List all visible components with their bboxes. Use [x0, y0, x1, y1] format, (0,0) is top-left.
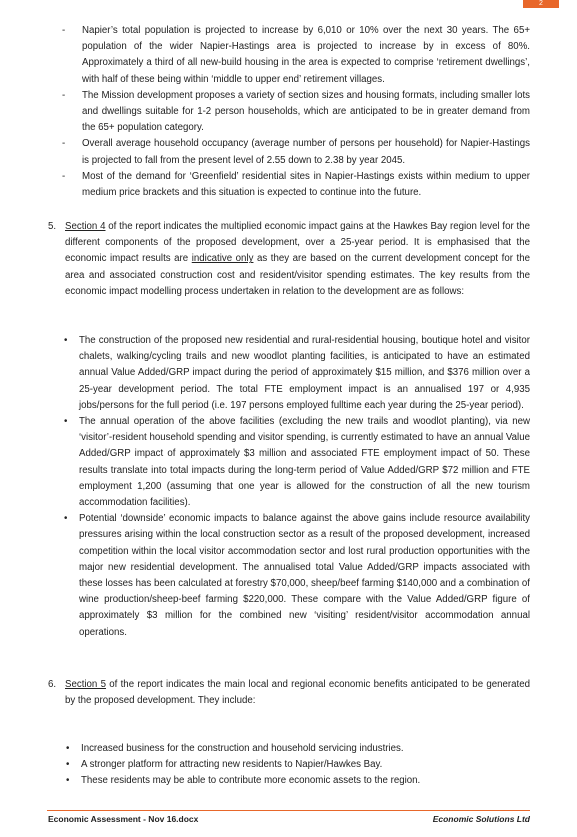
bullet-icon: • — [64, 335, 68, 346]
section-5-link[interactable]: Section 5 — [65, 679, 106, 690]
dash-item: - Napier’s total population is projected to increase by 6,010 or 10% over the next 30 years. The 65+ population of the wider Napier-Hastings area is projected to increase by in excess of 80%. Approximately a third of all new-build housing in the area is expected to comprise ‘retirement dwellings’, with half of these being within ‘middle to upper end’ retirement villages. — [62, 25, 530, 85]
bullet-icon: • — [66, 743, 70, 754]
dash-list — [62, 23, 530, 201]
dash-item: - The Mission development proposes a variety of section sizes and housing formats, including smaller lots and dwellings suitable for 1-2 person households, which are anticipated to be in greater demand from the 65+ population category. — [62, 89, 530, 134]
section-6-paragraph: 6. Section 5 of the report indicates the main local and regional economic benefits anticipated to be generated by the proposed development. They include: — [48, 679, 530, 707]
bullet-item: • These residents may be able to contribute more economic assets to the region. — [64, 773, 530, 789]
bullet-item: • Potential ‘downside’ economic impacts to balance against the above gains include resource availability pressures arising within the local construction sector as a result of the proposed development, increased competition within the local visitor accommodation sector and lost rural production opportunities with the major new residential development. The annualised total Value Added/GRP impacts associated with these losses has been calculated at forestry $70,000, sheep/beef farming $140,000 and a combination of wine production/sheep-beef farming $220,000. These compare with the Value Added/GRP figure of approximately $3 million for the combined new ‘visiting’ resident/visitor accommodation annual operations. — [64, 513, 530, 638]
footer-company-name: Economic Solutions Ltd — [432, 814, 530, 824]
section-4-link[interactable]: Section 4 — [65, 221, 106, 232]
section-6-bullet-list — [64, 741, 530, 790]
section-5-bullet-list — [62, 333, 530, 641]
bullet-icon: • — [66, 775, 70, 787]
dash-item: - Most of the demand for ‘Greenfield’ residential sites in Napier-Hastings exists within medium to upper medium price brackets and this situation is expected to continue into the future. — [62, 170, 530, 199]
bullet-icon: • — [64, 513, 68, 525]
page-number: 2 — [523, 0, 559, 8]
bullet-item: • A stronger platform for attracting new residents to Napier/Hawkes Bay. — [64, 757, 530, 773]
section-5-paragraph: 5. Section 4 of the report indicates the multiplied economic impact gains at the Hawkes Bay region level for the different components of the proposed development, over a 25-year period. It is emphasised that the economic impact results are indicative only as they are based on the current development concept for the area and associated construction cost and resident/visitor spending estimates. The key results from the economic impact modelling process undertaken in relation to the development are as follows: — [48, 221, 530, 297]
bullet-item: • The construction of the proposed new residential and rural-residential housing, boutique hotel and visitor chalets, walking/cycling trails and new woodlot planting facilities, is anticipated to have an estimated annual Value Added/GRP impact during the period of approximately $15 million, and $376 million over a 25-year development period. The total FTE employment impact is an annualised 197 or 4,935 jobs/persons for the full period (i.e. 197 persons employed fulltime each year during the 25-year period). — [64, 335, 530, 411]
footer-document-name: Economic Assessment - Nov 16.docx — [48, 814, 199, 824]
bullet-item: • The annual operation of the above facilities (excluding the new trails and woodlot planting), via new ‘visitor’-resident household spending and visitor spending, is currently estimated to have an annual Value Added/GRP impact of approximately $3 million and associated FTE employment impact of 50. These results translate into total impacts during the long-term period of Value Added/GRP $72 million and FTE employment 1,200 (assuming that one year is allowed for the construction of all the new tourism accommodation facilities). — [64, 416, 530, 509]
bullet-item: • Increased business for the construction and household servicing industries. — [64, 741, 530, 757]
dash-item: - Overall average household occupancy (average number of persons per household) for Napier-Hastings is projected to fall from the present level of 2.55 down to 2.38 by year 2045. — [62, 138, 530, 166]
bullet-icon: • — [66, 759, 70, 771]
footer-divider — [47, 810, 530, 811]
bullet-icon: • — [64, 416, 68, 428]
